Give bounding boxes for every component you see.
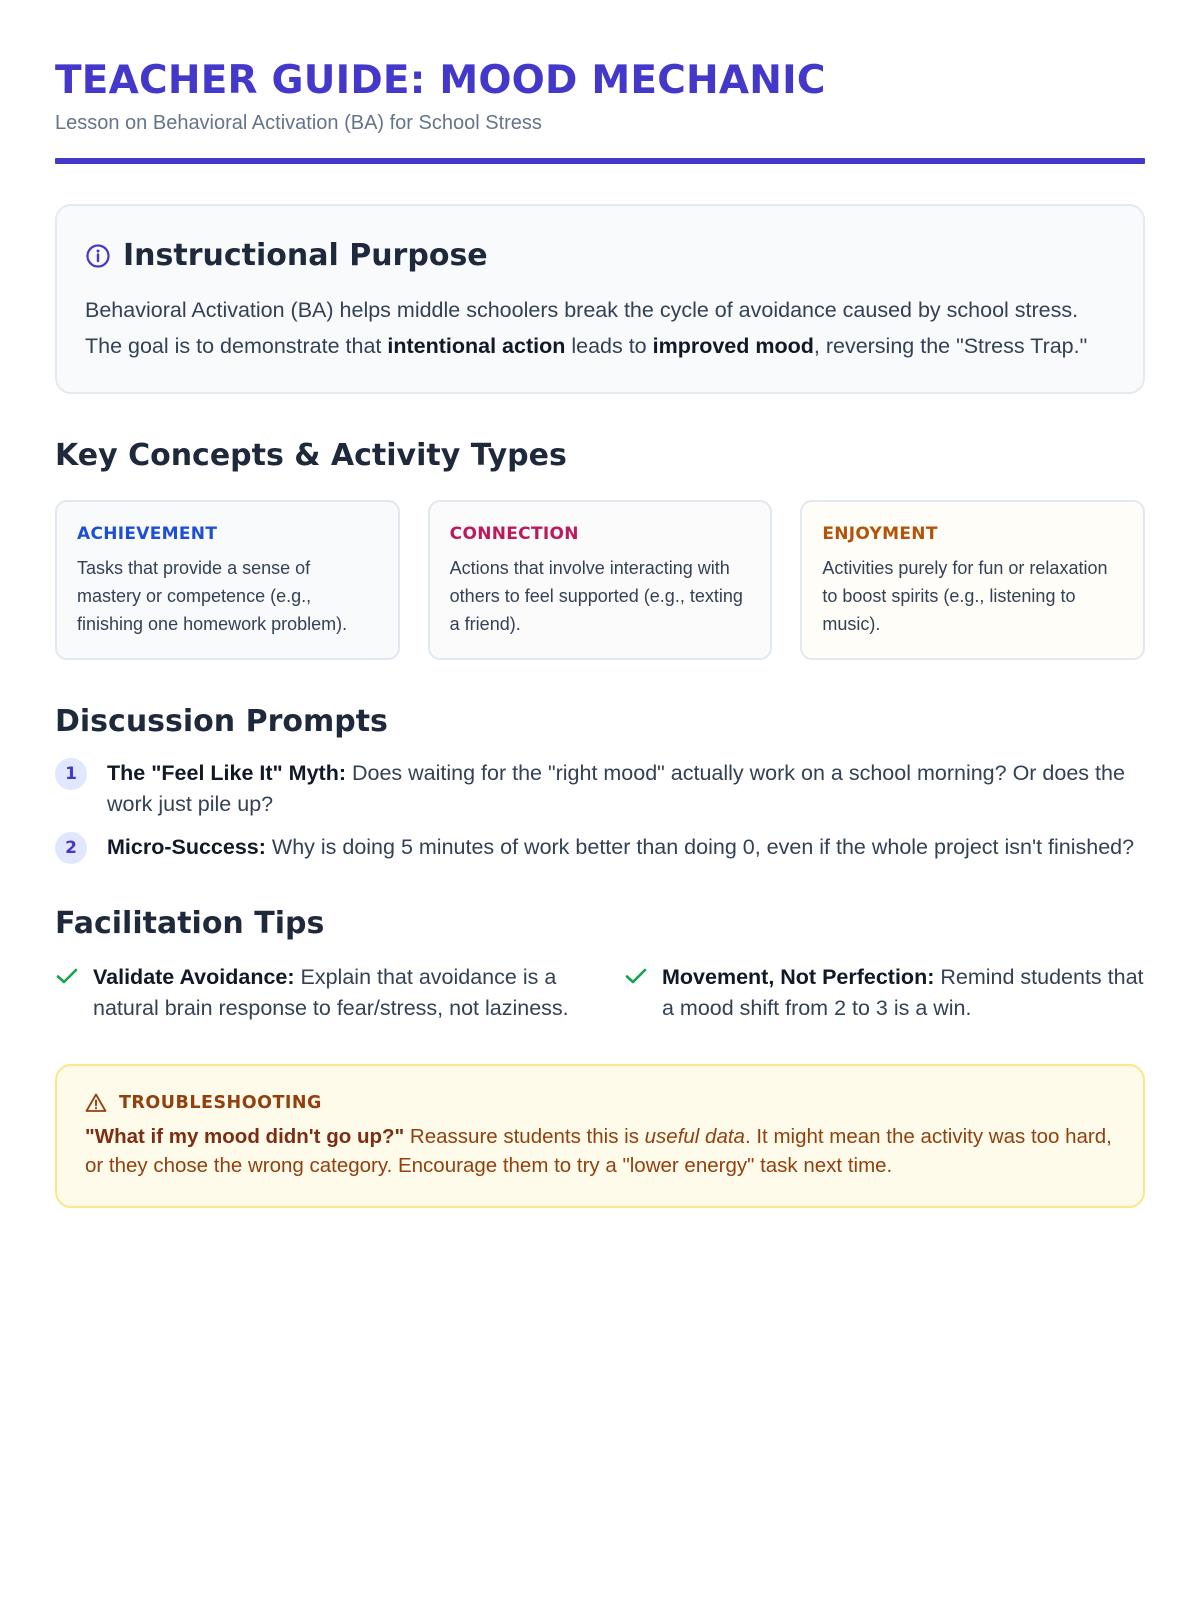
tips-list (55, 962, 1145, 1024)
prompt-text: The "Feel Like It" Myth: Does waiting for the "right mood" actually work on a school morning? Or does the work just pile up? (107, 761, 1125, 816)
number-badge: 1 (55, 758, 87, 790)
concept-description: Activities purely for fun or relaxation to boost spirits (e.g., listening to music). (822, 558, 1108, 634)
check-icon (55, 964, 79, 988)
warning-icon (85, 1092, 107, 1114)
concept-description: Tasks that provide a sense of mastery or competence (e.g., finishing one homework problem). (77, 558, 348, 634)
list-item (55, 962, 576, 1024)
concept-name: ENJOYMENT (822, 524, 938, 544)
concept-card-enjoyment (800, 500, 1145, 660)
troubleshooting-header (85, 1092, 1115, 1114)
check-icon (624, 964, 648, 988)
concept-name: ACHIEVEMENT (77, 524, 218, 544)
purpose-header (85, 238, 1115, 274)
concept-card-achievement (55, 500, 400, 660)
purpose-text: Behavioral Activation (BA) helps middle schoolers break the cycle of avoidance caused by school stress. The goal is to demonstrate that intentional action leads to improved mood, reversing the "Stress Trap." (85, 298, 1088, 358)
prompts-heading: Discussion Prompts (55, 704, 388, 739)
tip-text: Validate Avoidance: Explain that avoidance is a natural brain response to fear/stress, not laziness. (93, 965, 569, 1020)
concept-name: CONNECTION (449, 524, 579, 544)
purpose-title: Instructional Purpose (123, 238, 488, 273)
page-title: TEACHER GUIDE: MOOD MECHANIC (55, 58, 826, 103)
title-divider (55, 158, 1145, 164)
concept-cards (55, 500, 1145, 660)
tip-text: Movement, Not Perfection: Remind students that a mood shift from 2 to 3 is a win. (662, 965, 1144, 1020)
prompt-list (55, 758, 1145, 864)
tips-heading: Facilitation Tips (55, 906, 325, 941)
troubleshooting-box (55, 1064, 1145, 1208)
list-item (55, 832, 1145, 864)
number-badge: 2 (55, 832, 87, 864)
list-item (55, 758, 1145, 820)
troubleshooting-label: TROUBLESHOOTING (119, 1093, 322, 1113)
concept-card-connection (428, 500, 773, 660)
prompt-text: Micro-Success: Why is doing 5 minutes of work better than doing 0, even if the whole project isn't finished? (107, 835, 1135, 859)
page-subtitle: Lesson on Behavioral Activation (BA) for School Stress (55, 112, 542, 134)
concepts-heading: Key Concepts & Activity Types (55, 438, 567, 473)
list-item (624, 962, 1145, 1024)
troubleshooting-text: "What if my mood didn't go up?" Reassure students this is useful data. It might mean the activity was too hard, or they chose the wrong category. Encourage them to try a "lower energy" task next time. (85, 1125, 1112, 1177)
instructional-purpose-card (55, 204, 1145, 394)
concept-description: Actions that involve interacting with others to feel supported (e.g., texting a friend). (449, 558, 743, 634)
info-icon (85, 243, 111, 269)
